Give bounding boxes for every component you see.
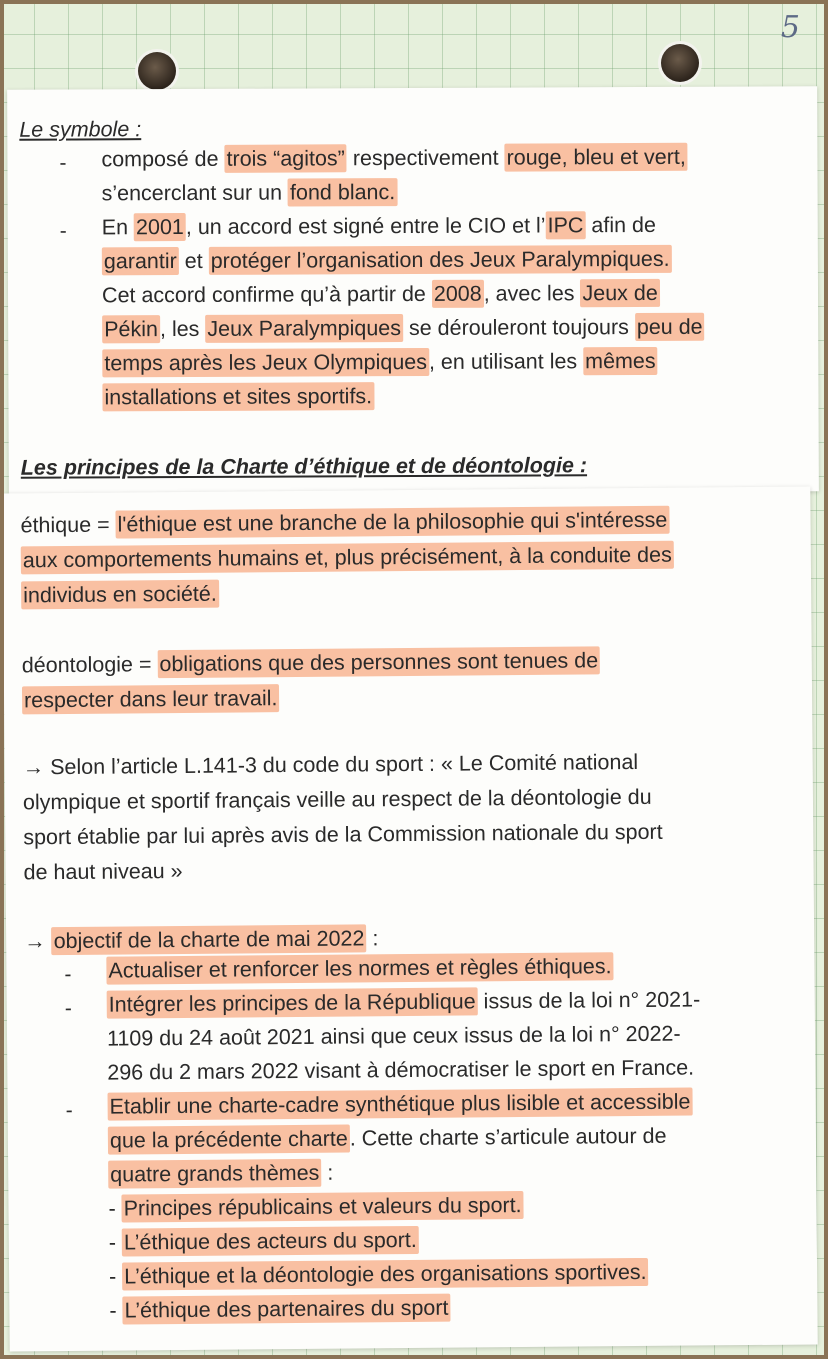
deontologie-line1: déontologie = obligations que des personnes sont tenues de — [22, 648, 601, 679]
objectif-item3-line3: quatre grands thèmes : — [108, 1161, 333, 1189]
objectif-item3-line2: que la précédente charte. Cette charte s’articule autour de — [108, 1124, 667, 1155]
punch-hole-right — [661, 44, 699, 82]
article-line1: → Selon l’article L.141-3 du code du sport : « Le Comité national — [22, 750, 639, 780]
bullet-dash: - — [59, 151, 67, 175]
principes-heading: Les principes de la Charte d’éthique et de déontologie : — [20, 453, 588, 480]
symbole-item1-line2: s’encerclant sur un fond blanc. — [102, 180, 398, 207]
symbole-item2-line1: En 2001, un accord est signé entre le CIO et l’IPC afin de — [101, 212, 656, 240]
ethique-line3: individus en société. — [21, 582, 219, 610]
objectif-item2-line3: 296 du 2 mars 2022 visant à démocratiser le sport en France. — [107, 1055, 695, 1085]
symbole-heading: Le symbole : — [19, 117, 142, 142]
symbole-item2-line3: Cet accord confirme qu’à partir de 2008, avec les Jeux de — [102, 281, 660, 309]
bullet-dash: - — [59, 219, 67, 243]
symbole-item1-line1: composé de trois “agitos” respectivement rouge, bleu et vert, — [101, 145, 688, 173]
charte-card — [2, 486, 817, 1351]
objectif-item2-line1: Intégrer les principes de la République issus de la loi n° 2021- — [107, 987, 701, 1018]
symbole-item2-line5: temps après les Jeux Olympiques, en utilisant les mêmes — [102, 349, 657, 377]
symbole-card — [7, 86, 819, 495]
article-line3: sport établie par lui après avis de la Commission nationale du sport — [23, 819, 663, 850]
ethique-line2: aux comportements humains et, plus précisément, à la conduite des — [21, 543, 674, 574]
objectif-item3-line1: Etablir une charte-cadre synthétique plus lisible et accessible — [108, 1090, 693, 1121]
article-line2: olympique et sportif français veille au respect de la déontologie du — [22, 784, 652, 815]
bullet-dash: - — [64, 962, 72, 987]
theme-item: - Principes républicains et valeurs du sport. — [108, 1193, 523, 1222]
objectif-item2-line2: 1109 du 24 août 2021 ainsi que ceux issus de la loi n° 2022- — [106, 1021, 681, 1051]
symbole-item2-line6: installations et sites sportifs. — [102, 384, 374, 411]
objectif-item1: Actualiser et renforcer les normes et règles éthiques. — [106, 954, 613, 984]
symbole-item2-line2: garantir et protéger l’organisation des Jeux Paralympiques. — [102, 247, 672, 275]
theme-item: - L’éthique des partenaires du sport — [109, 1296, 450, 1325]
objectif-heading: → objectif de la charte de mai 2022 : — [24, 926, 379, 954]
bullet-dash: - — [64, 996, 72, 1021]
symbole-item2-line4: Pékin, les Jeux Paralympiques se dérouleront toujours peu de — [102, 315, 705, 343]
deontologie-line2: respecter dans leur travail. — [22, 686, 280, 714]
article-line4: de haut niveau » — [23, 858, 183, 885]
punch-hole-left — [138, 52, 176, 90]
page-number: 5 — [780, 10, 800, 45]
ethique-line1: éthique = l'éthique est une branche de la philosophie qui s'intéresse — [20, 508, 669, 539]
theme-item: - L’éthique et la déontologie des organisations sportives. — [109, 1260, 649, 1291]
theme-item: - L’éthique des acteurs du sport. — [109, 1228, 419, 1257]
bullet-dash: - — [65, 1098, 73, 1123]
